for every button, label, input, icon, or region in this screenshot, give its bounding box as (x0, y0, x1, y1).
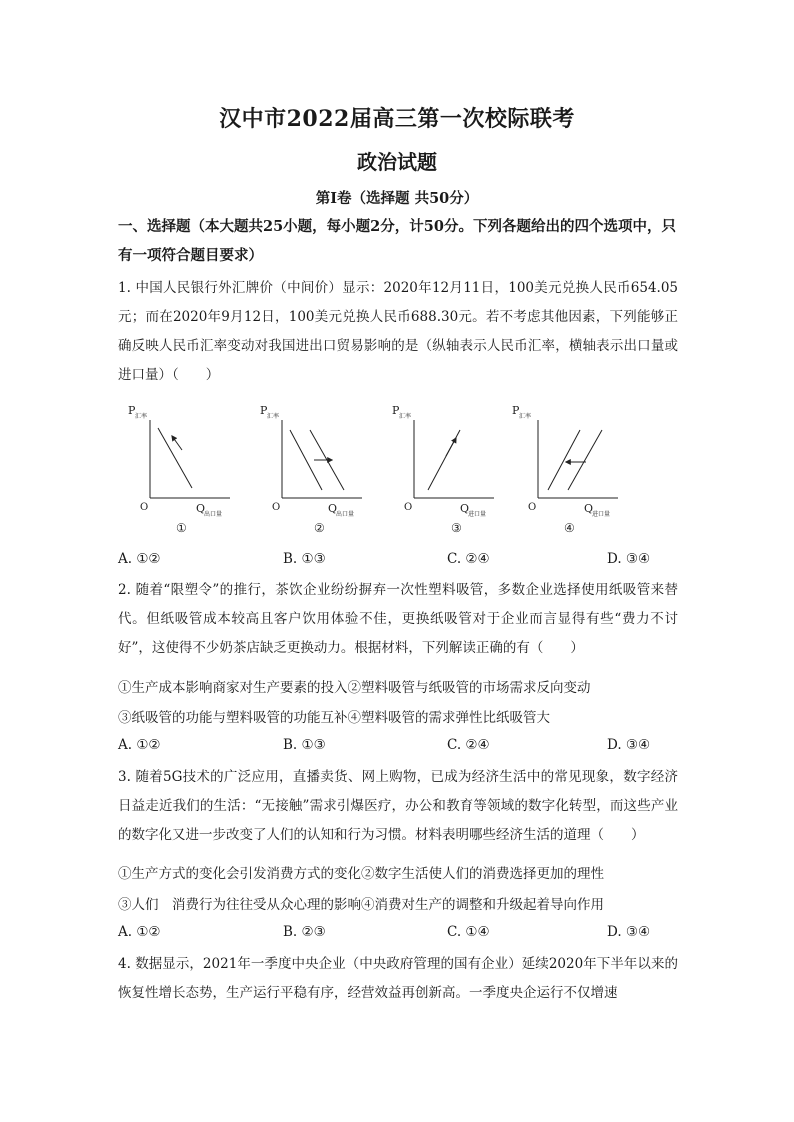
q2-item-line-1: ①生产成本影响商家对生产要素的投入②塑料吸管与纸吸管的市场需求反向变动 (118, 680, 591, 696)
graph-1 (128, 404, 230, 535)
q1-option-d[interactable]: D. ③④ (607, 551, 651, 567)
graph-1-number: ① (176, 521, 187, 535)
q2-item-line-2: ③纸吸管的功能与塑料吸管的功能互补④塑料吸管的需求弹性比纸吸管大 (118, 710, 550, 726)
graph-3 (392, 404, 494, 535)
graph-1-origin: O (140, 502, 149, 513)
q3-option-c[interactable]: C. ①④ (447, 924, 490, 940)
question-1-graphs (110, 398, 630, 542)
subject-title: 政治试题 (357, 150, 437, 174)
q3-item-line-1: ①生产方式的变化会引发消费方式的变化②数字生活使人们的消费选择更加的理性 (118, 866, 604, 882)
question-2-stem: 2. 随着“限塑令”的推行，茶饮企业纷纷摒弃一次性塑料吸管，多数企业选择使用纸吸管来替代。但纸吸管成本较高且客户饮用体验不佳，更换纸吸管对于企业而言显得有些“费力不讨好”，这使得不少奶茶店缺乏更换动力。根据材料，下列解读正确的有（ ） (118, 582, 678, 656)
part-title: 第Ⅰ卷（选择题 共50分） (315, 190, 479, 207)
q3-option-a[interactable]: A. ①② (118, 924, 161, 940)
graph-3-xlabel: Q (460, 502, 470, 515)
graph-1-ysub: 汇率 (135, 413, 148, 420)
graph-2-ysub: 汇率 (267, 413, 280, 420)
graph-4-xsub: 进口量 (592, 511, 611, 518)
graph-2-origin: O (272, 502, 281, 513)
q1-option-b[interactable]: B. ①③ (283, 551, 326, 567)
question-4-stem: 4. 数据显示，2021年一季度中央企业（中央政府管理的国有企业）延续2020年下半年以来的恢复性增长态势，生产运行平稳有序，经营效益再创新高。一季度央企运行不仅增速 (118, 956, 678, 1001)
exam-title: 汉中市2022届高三第一次校际联考 (219, 106, 575, 132)
q2-option-c[interactable]: C. ②④ (447, 737, 490, 753)
question-3-stem: 3. 随着5G技术的广泛应用，直播卖货、网上购物，已成为经济生活中的常见现象，数字经济日益走近我们的生活：“无接触”需求引爆医疗，办公和教育等领域的数字化转型，而这些产业的数字化又进一步改变了人们的认知和行为习惯。材料表明哪些经济生活的道理（ ） (118, 769, 678, 843)
q3-option-b[interactable]: B. ②③ (283, 924, 326, 940)
q3-option-d[interactable]: D. ③④ (607, 924, 651, 940)
graph-4-ylabel: P (512, 404, 520, 417)
graph-1-xsub: 出口量 (204, 511, 223, 518)
section-heading: 一、选择题（本大题共25小题，每小题2分，计50分。下列各题给出的四个选项中，只有一项符合题目要求） (118, 218, 676, 264)
graph-4-ysub: 汇率 (519, 413, 532, 420)
graph-4-number: ④ (564, 521, 575, 535)
question-1-stem: 1. 中国人民银行外汇牌价（中间价）显示：2020年12月11日，100美元兑换人民币654.05元；而在2020年9月12日，100美元兑换人民币688.30元。若不考虑其他因素，下列能够正确反映人民币汇率变动对我国进出口贸易影响的是（纵轴表示人民币汇率，横轴表示出口量或进口量）（ ） (118, 280, 678, 383)
graph-2-xlabel: Q (328, 502, 338, 515)
graph-4-origin: O (528, 502, 537, 513)
q1-option-a[interactable]: A. ①② (118, 551, 161, 567)
graph-3-ysub: 汇率 (399, 413, 412, 420)
graph-3-xsub: 进口量 (468, 511, 487, 518)
graph-2-xsub: 出口量 (336, 511, 355, 518)
q3-item-line-2: ③人们 消费行为往往受从众心理的影响④消费对生产的调整和升级起着导向作用 (118, 897, 604, 913)
graph-2-number: ② (314, 521, 325, 535)
graph-1-curve (158, 428, 192, 488)
graph-3-arrow (446, 438, 456, 456)
graph-3-origin: O (404, 502, 413, 513)
graph-2 (260, 404, 362, 535)
graph-1-arrow (172, 436, 182, 450)
graph-4-curve-a (548, 430, 580, 490)
q2-option-b[interactable]: B. ①③ (283, 737, 326, 753)
graph-3-number: ③ (451, 521, 462, 535)
graphs-svg (110, 398, 630, 538)
graph-4-xlabel: Q (584, 502, 594, 515)
graph-1-xlabel: Q (196, 502, 206, 515)
graph-4 (512, 404, 618, 535)
graph-3-ylabel: P (392, 404, 400, 417)
graph-1-ylabel: P (128, 404, 136, 417)
q2-option-a[interactable]: A. ①② (118, 737, 161, 753)
q1-option-c[interactable]: C. ②④ (447, 551, 490, 567)
graph-2-ylabel: P (260, 404, 268, 417)
graph-4-curve-b (568, 430, 602, 490)
q2-option-d[interactable]: D. ③④ (607, 737, 651, 753)
